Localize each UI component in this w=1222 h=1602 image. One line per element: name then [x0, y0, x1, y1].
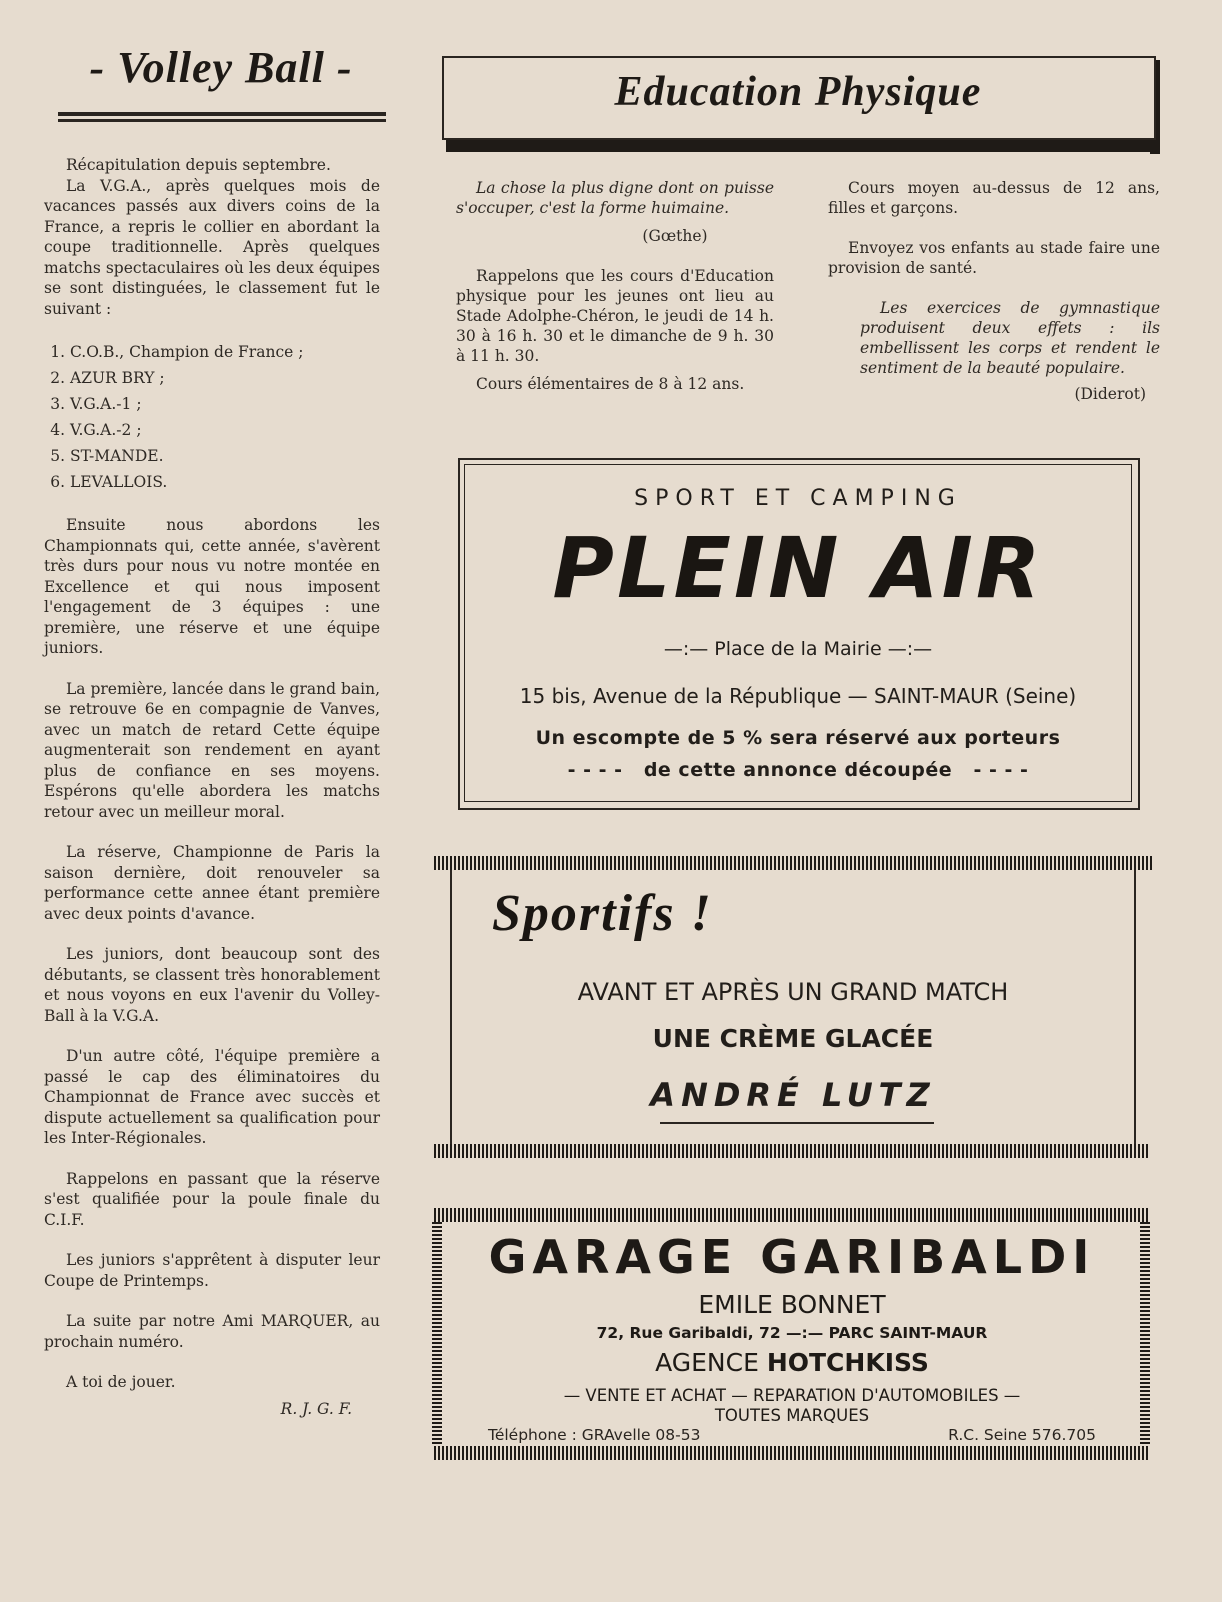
garage-registration: R.C. Seine 576.705: [948, 1426, 1096, 1444]
ranking-item: 2. AZUR BRY ;: [70, 365, 380, 391]
article-intro: Récapitulation depuis septembre.: [66, 156, 331, 174]
plein-air-place: —:— Place de la Mairie —:—: [663, 638, 933, 660]
garage-services-brands: TOUTES MARQUES: [714, 1406, 870, 1425]
sportifs-brand: ANDRÉ LUTZ: [650, 1076, 936, 1114]
course-schedule: Rappelons que les cours d'Education physique pour les jeunes ont lieu au Stade Adolphe-Chéron, le jeudi de 14 h. 30 à 16 h. 30 et le dimanche de 9 h. 30 à 11 h. 30.: [456, 267, 774, 365]
goethe-quote: La chose la plus digne dont on puisse s'occuper, c'est la forme huimaine.: [456, 179, 774, 217]
garage-name: GARAGE GARIBALDI: [488, 1230, 1096, 1284]
education-physique-title: Education Physique: [614, 69, 982, 115]
header-box-shadow-bottom: [446, 138, 1160, 152]
sportifs-ad-border-top: [434, 856, 1152, 870]
garage-owner: EMILE BONNET: [698, 1290, 886, 1319]
garage-phone: Téléphone : GRAvelle 08-53: [488, 1426, 701, 1444]
sportifs-title: Sportifs !: [492, 885, 713, 942]
middle-courses: Cours moyen au-dessus de 12 ans, filles et garçons.: [828, 179, 1160, 217]
plein-air-tagline: SPORT ET CAMPING: [634, 486, 962, 511]
plein-air-offer: Un escompte de 5 % sera réservé aux porteurs: [535, 727, 1061, 749]
garage-ad-border-bottom: [434, 1446, 1150, 1460]
article-paragraph: Les juniors, dont beaucoup sont des débutants, se classent très honorablement et nous voyons en eux l'avenir du Volley-Ball à la V.G.A.: [44, 945, 380, 1025]
garage-agency: [444, 1348, 1140, 1377]
sportifs-ad-border-right: [1134, 870, 1136, 1144]
article-paragraph: Les juniors s'apprêtent à disputer leur Coupe de Printemps.: [44, 1251, 380, 1290]
garage-services: — VENTE ET ACHAT — REPARATION D'AUTOMOBILES —: [563, 1386, 1021, 1405]
garage-address: 72, Rue Garibaldi, 72 —:— PARC SAINT-MAUR: [596, 1324, 988, 1342]
plein-air-address: 15 bis, Avenue de la République — SAINT-MAUR (Seine): [519, 684, 1077, 708]
garage-ad-border-left: [432, 1222, 442, 1446]
article-paragraph: D'un autre côté, l'équipe première a passé le cap des éliminatoires du Championnat de France avec succès et dispute actuellement sa qualification pour les Inter-Régionales.: [44, 1047, 380, 1147]
ranking-item: 5. ST-MANDE.: [70, 443, 380, 469]
agency-brand: HOTCHKISS: [766, 1348, 929, 1377]
article-paragraph: La suite par notre Ami MARQUER, au prochain numéro.: [44, 1312, 380, 1351]
article-paragraph: Ensuite nous abordons les Championnats qui, cette année, s'avèrent très durs pour nous vu notre montée en Excellence et qui nous imposent l'engagement de 3 équipes : une première, une réserve et une équipe juniors.: [44, 516, 380, 657]
plein-air-offer-cutout: - - - - de cette annonce découpée - - - -: [567, 759, 1029, 781]
article-signature: R. J. G. F.: [280, 1399, 352, 1418]
article-paragraph: La V.G.A., après quelques mois de vacances passés aux divers coins de la France, a repris le collier en abordant la coupe traditionnelle. Après quelques matchs spectaculaires où les deux équipes se sont distinguées, le classement fut le suivant :: [44, 176, 380, 318]
education-column-2: [828, 178, 1160, 416]
brand-underline: [660, 1122, 934, 1124]
title-rule-bottom: [58, 119, 386, 122]
education-column-1: [456, 178, 774, 406]
garage-ad-border-right: [1140, 1222, 1150, 1446]
article-paragraph: La première, lancée dans le grand bain, se retrouve 6e en compagnie de Vanves, avec un match de retard Cette équipe augmenterait son rendement en ayant plus de confiance en ses moyens. Espérons qu'elle abordera les matchs retour avec un meilleur moral.: [44, 679, 380, 821]
agency-label: AGENCE: [655, 1348, 767, 1377]
send-children: Envoyez vos enfants au stade faire une provision de santé.: [828, 239, 1160, 277]
garage-ad-border-top: [434, 1208, 1150, 1222]
ranking-item: 6. LEVALLOIS.: [70, 469, 380, 495]
article-paragraph: A toi de jouer.: [66, 1373, 176, 1391]
title-rule-top: [58, 112, 386, 116]
volley-ball-article: [44, 155, 380, 1419]
volley-ball-title: - Volley Ball -: [89, 43, 353, 92]
plein-air-brand: PLEIN AIR: [552, 519, 1044, 617]
goethe-author: (Gœthe): [642, 227, 708, 245]
ranking-list: [44, 339, 380, 495]
plein-air-ad-inner-border: [464, 464, 1132, 802]
ranking-item: 1. C.O.B., Champion de France ;: [70, 339, 380, 365]
diderot-quote: Les exercices de gymnastique produisent deux effets : ils embellissent les corps et rendent le sentiment de la beauté populaire.: [860, 299, 1160, 377]
ranking-item: 3. V.G.A.-1 ;: [70, 391, 380, 417]
article-paragraph: Rappelons en passant que la réserve s'est qualifiée pour la poule finale du C.I.F.: [44, 1169, 380, 1229]
ranking-item: 4. V.G.A.-2 ;: [70, 417, 380, 443]
sportifs-ad-border-bottom: [434, 1144, 1148, 1158]
sportifs-ice-cream: UNE CRÈME GLACÉE: [652, 1024, 934, 1053]
diderot-author: (Diderot): [1074, 385, 1146, 403]
elementary-courses: Cours élémentaires de 8 à 12 ans.: [476, 375, 745, 393]
article-paragraph: La réserve, Championne de Paris la saison dernière, doit renouveler sa performance cette annee étant première avec deux points d'avance.: [44, 843, 380, 923]
sportifs-line: AVANT ET APRÈS UN GRAND MATCH: [577, 978, 1009, 1006]
